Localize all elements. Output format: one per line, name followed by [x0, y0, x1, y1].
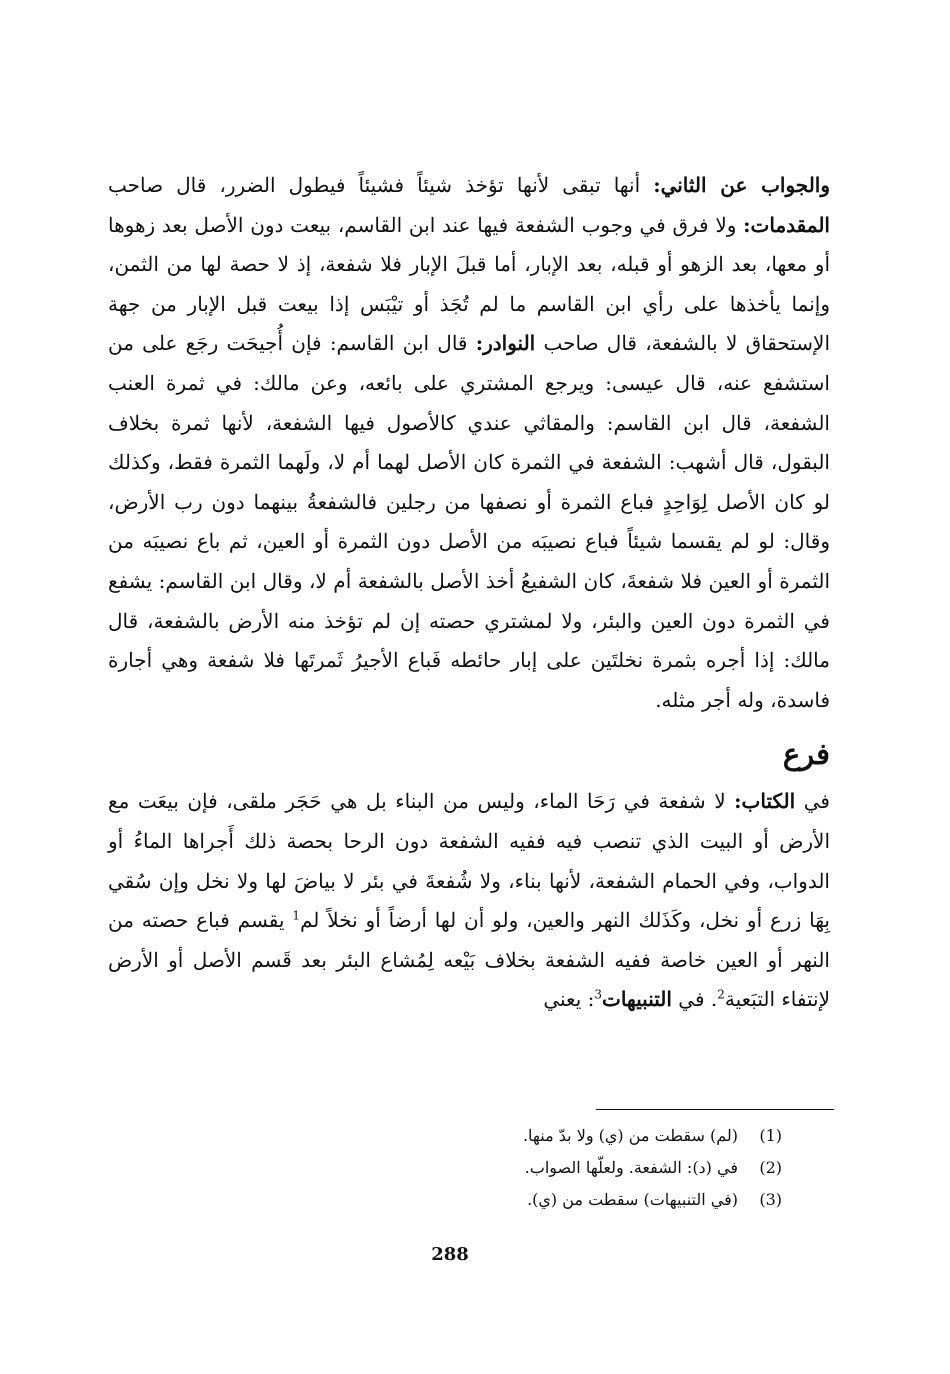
paragraph-1 — [108, 166, 830, 720]
paragraph-2-text-4: : يعني — [543, 987, 595, 1012]
paragraph-2-text-1: لا شفعة في رَحَا الماء، وليس من البناء بل هي حَجَر ملقى، فإن بيعَت مع الأرض أو البيت الذي تنصب فيه ففيه الشفعة دون الرحا بحصة ذلك أَجراها الماءُ أو الدواب، وفي الحمام الشفعة، لأنها بناء، ولا شُفعةَ في بئر لا بياضَ لها ولا نخل وإن سُقي بِهَا زرع أو نخل، وكَذَلك النهر والعين، ولو أن لها أرضاً أو نخلاً لم — [108, 789, 830, 933]
footnote-number: (2) — [759, 1158, 782, 1177]
footnote-number: (1) — [759, 1126, 782, 1145]
footnote-ref-2[interactable]: 2 — [717, 987, 725, 1002]
tanbihat-term: التنبيهات — [602, 987, 672, 1012]
paragraph-2-text-0: في — [795, 789, 830, 814]
footnote-item — [242, 1152, 782, 1184]
footnote-item — [242, 1120, 782, 1152]
footnote-text: في (د): الشفعة. ولعلّها الصواب. — [524, 1158, 738, 1177]
paragraph-2-text-2: يقسم فباع حصته من النهر أو العين خاصة ففيه الشفعة بخلاف بَيْعه لِمُشاع البئر بعد قَسم الأصل أو الأرض لإنتفاء التبَعية — [108, 908, 830, 1012]
footnote-number: (3) — [759, 1190, 782, 1209]
nawadir-term: النوادر: — [475, 331, 536, 356]
paragraph-1-text-3: قال ابن القاسم: فإن أُجيحَت رجَع على من استشفع عنه، قال عيسى: ويرجع المشتري على بائعه، وعن مالك: في ثمرة العنب الشفعة، قال ابن القاسم: والمقاثي عندي كالأصول فيها الشفعة، لأنها ثمرة بخلاف البقول، قال أشهب: الشفعة في الثمرة كان الأصل لهما أم لا، ولَهما الثمرة فقط، وكذلك لو كان الأصل لِوَاحِدٍ فباع الثمرة أو نصفها من رجلين فالشفعةُ بينهما دون رب الأرض، وقال: لو لم يقسما شيئاً فباع نصيبَه من الأصل دون الثمرة أو العين، ثم باع نصيبَه من الثمرة أو العين فلا شفعةَ، كان الشفيعُ أخذ الأصل بالشفعة أم لا، وقال ابن القاسم: يشفع في الثمرة دون العين والبئر، ولا لمشتري حصته إن لم تؤخذ منه الأرض بالشفعة، قال مالك: إذا أجره بثمرة نخلتَين على إبار حائطه فَباع الأجيرُ ثَمرتَها فلا شفعة وهي أجارة فاسدة، وله أجر مثله. — [108, 331, 830, 712]
paragraph-2 — [108, 782, 830, 1020]
section-heading: فرع — [782, 737, 830, 772]
paragraph-1-text-2: ولا فرق في وجوب الشفعة فيها عند ابن القاسم، بيعت دون الأصل بعد زهوها أو معها، بعد الزهو أو قبله، بعد الإبار، أما قبلَ الإبار فلا شفعة، إذ لا حصة لها من الثمن، وإنما يأخذها على رأي ابن القاسم ما لم تُجَذ أو تيْبَس إذا بيعت قبل الإبار من جهة الإستحقاق لا بالشفعة، قال صاحب — [108, 212, 831, 356]
kitab-term: الكتاب: — [734, 789, 796, 814]
footnote-ref-1[interactable]: 1 — [292, 908, 300, 923]
paragraph-1-text-1: أنها تبقى لأنها تؤخذ شيئاً فشيئاً فيطول الضرر، قال صاحب — [108, 173, 654, 197]
footnotes-list — [242, 1120, 782, 1216]
footnote-text: (في التنبيهات) سقطت من (ي). — [527, 1190, 738, 1209]
paragraph-1-lead: والجواب عن الثاني: — [653, 173, 831, 197]
footnote-item — [242, 1184, 782, 1216]
paragraph-2-text-3: . في — [671, 987, 718, 1012]
muqaddimat-term: المقدمات: — [743, 212, 830, 237]
footnote-ref-3[interactable]: 3 — [594, 987, 602, 1002]
page-body — [108, 166, 830, 1020]
footnote-divider — [596, 1109, 834, 1110]
page-number: 288 — [431, 1244, 469, 1265]
footnote-text: (لم) سقطت من (ي) ولا بدّ منها. — [522, 1126, 738, 1145]
